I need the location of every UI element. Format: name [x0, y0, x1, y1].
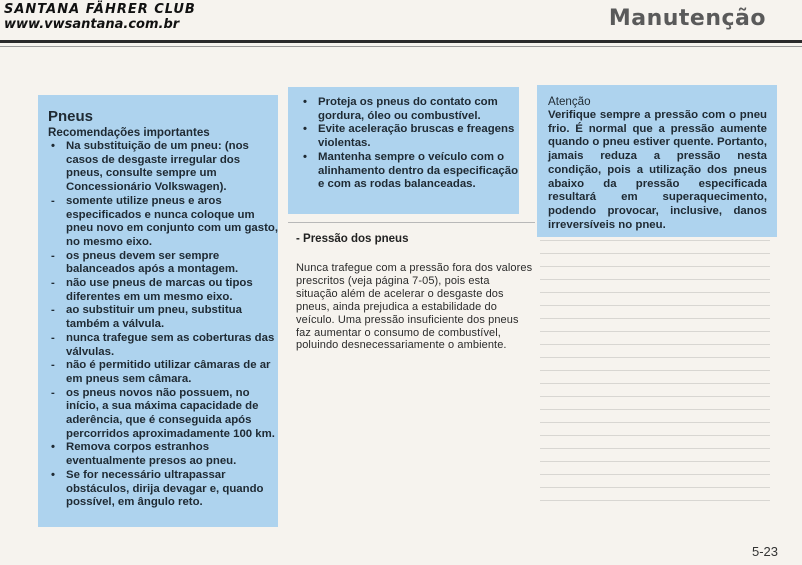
list-item: - não é permitido utilizar câmaras de ar em pneus sem câmara. [51, 359, 271, 385]
pneus-subtitle: Recomendações importantes [48, 126, 210, 139]
list-item: - ao substituir um pneu, substitua também a válvula. [51, 304, 242, 331]
pressao-body: Nunca trafegue com a pressão fora dos valores prescritos (veja página 7-05), pois esta situação além de acelerar o desgaste dos pneus, ainda prejudica a estabilidade do veículo. Uma pressão insuficiente dos pneus faz aumentar o consumo de combustível, poluindo desnecessariamente o ambiente. [296, 262, 533, 352]
pneus-box [38, 95, 278, 527]
list-item: - os pneus novos não possuem, no início, a sua máxima capacidade de aderência, que é conseguida após percorridos aproximadamente 100 km. [51, 386, 275, 440]
list-item: • Remova corpos estranhos eventualmente presos ao pneu. [51, 441, 237, 468]
atencao-box [537, 85, 777, 237]
site-url: www.vwsantana.com.br [4, 16, 180, 32]
list-item: • Na substituição de um pneu: (nos casos de desgaste irregular dos pneus, consulte sempre um Concessionário Volkswagen). [51, 140, 249, 194]
pneus-list [48, 140, 278, 510]
list-item: - nunca trafegue sem as coberturas das válvulas. [51, 331, 275, 358]
club-name: SANTANA FÄHRER CLUB [4, 2, 196, 17]
list-item: - os pneus devem ser sempre balanceados após a montagem. [51, 249, 239, 276]
list-item: - não use pneus de marcas ou tipos diferentes em um mesmo eixo. [51, 277, 253, 303]
atencao-body: Verifique sempre a pressão com o pneu frio. É normal que a pressão aumente quando o pneu estiver quente. Portanto, jamais reduza a pressão nesta condição, pois a utilização dos pneus abaixo da pressão especificada resultará em superaquecimento, podendo provocar, inclusive, danos irreversíveis no pneu. [548, 109, 767, 231]
protection-list [300, 96, 519, 192]
protection-box [288, 87, 519, 214]
list-item: • Evite aceleração bruscas e freagens violentas. [303, 123, 515, 150]
pneus-title: Pneus [48, 108, 94, 125]
list-item: • Se for necessário ultrapassar obstáculos, dirija devagar e, quando possível, em ângulo reto. [51, 468, 264, 509]
header-rule [0, 40, 802, 43]
atencao-title: Atenção [548, 95, 591, 108]
divider [288, 222, 535, 223]
header-rule-thin [0, 46, 802, 47]
list-item: - somente utilize pneus e aros especificados e nunca coloque um pneu novo em conjunto com um gasto, no mesmo eixo. [51, 194, 279, 248]
page-number: 5-23 [751, 544, 778, 559]
pressao-title: - Pressão dos pneus [296, 233, 409, 245]
section-title: Manutenção [608, 6, 766, 31]
list-item: • Mantenha sempre o veículo com o alinhamento dentro da especificação e com as rodas balanceadas. [303, 150, 519, 191]
bleed-through-texture [540, 240, 770, 510]
watermark [4, 3, 196, 33]
list-item: • Proteja os pneus do contato com gordura, óleo ou combustível. [303, 96, 498, 122]
